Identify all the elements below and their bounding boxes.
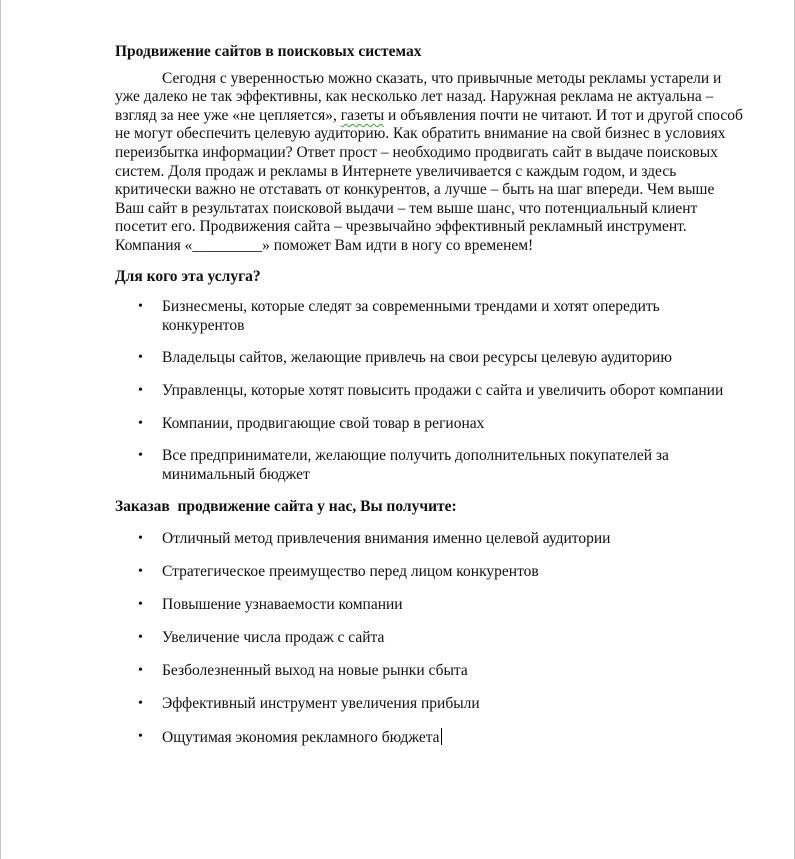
spellcheck-flagged-word[interactable]: газеты xyxy=(340,106,385,124)
bullet-icon: • xyxy=(138,563,143,579)
list-item xyxy=(115,563,745,582)
list-item xyxy=(115,382,745,401)
list-item-text: Отличный метод привлечения внимания именно целевой аудитории xyxy=(162,529,611,547)
benefits-list xyxy=(115,530,745,748)
bullet-icon: • xyxy=(138,695,143,711)
bullet-icon: • xyxy=(138,350,143,366)
list-item xyxy=(115,415,745,434)
list-item xyxy=(115,530,745,549)
list-item-text: Эффективный инструмент увеличения прибыли xyxy=(162,694,480,712)
bullet-icon: • xyxy=(138,662,143,678)
intro-text-part2: и объявления почти не читают. И тот и другой способ не могут обеспечить целевую аудиторию. Как обратить внимание на свой бизнес в условиях переизбытка информации? Ответ прост – необходимо продвигать сайт в выдаче поисковых систем. Доля продаж и рекламы в Интернете увеличивается с каждым годом, и здесь критически важно не отставать от конкурентов, а лучше – быть на шаг впереди. Чем выше Ваш сайт в результатах поисковой выдачи – тем выше шанс, что потенциальный клиент посетит его. Продвижения сайта – чрезвычайно эффективный рекламный инструмент. Компания «_________» поможет Вам идти в ногу со временем! xyxy=(115,106,743,254)
audience-list xyxy=(115,298,745,484)
list-item-text: Стратегическое преимущество перед лицом конкурентов xyxy=(162,562,539,580)
list-item-text: Безболезненный выход на новые рынки сбыта xyxy=(162,661,468,679)
audience-heading: Для кого эта услуга? xyxy=(115,267,261,285)
bullet-icon: • xyxy=(138,728,143,744)
benefits-heading: Заказав продвижение сайта у нас, Вы получите: xyxy=(115,498,457,516)
list-item xyxy=(115,349,745,368)
bullet-icon: • xyxy=(138,530,143,546)
list-item-text: Управленцы, которые хотят повысить продажи с сайта и увеличить оборот компании xyxy=(162,381,724,399)
bullet-icon: • xyxy=(138,382,143,398)
bullet-icon: • xyxy=(138,596,143,612)
list-item-text: Бизнесмены, которые следят за современными трендами и хотят опередить конкурентов xyxy=(162,298,660,334)
intro-paragraph xyxy=(115,70,745,256)
text-cursor xyxy=(441,728,442,745)
bullet-icon: • xyxy=(138,448,143,464)
list-item xyxy=(115,728,745,748)
list-item-text: Увеличение числа продаж с сайта xyxy=(162,628,385,646)
list-item xyxy=(115,695,745,714)
list-item-text: Все предприниматели, желающие получить дополнительных покупателей за минимальный бюджет xyxy=(162,447,669,483)
bullet-icon: • xyxy=(138,415,143,431)
list-item xyxy=(115,298,745,335)
list-item xyxy=(115,662,745,681)
list-item xyxy=(115,596,745,615)
list-item xyxy=(115,447,745,484)
list-item-text: Компании, продвигающие свой товар в регионах xyxy=(162,414,485,432)
list-item-text: Владельцы сайтов, желающие привлечь на свои ресурсы целевую аудиторию xyxy=(162,349,672,367)
bullet-icon: • xyxy=(138,629,143,645)
list-item xyxy=(115,629,745,648)
bullet-icon: • xyxy=(138,299,143,315)
intro-text-part1: Сегодня с уверенностью можно сказать, что привычные методы рекламы устарели и уже далеко не так эффективны, как несколько лет назад. Наружная реклама не актуальна – взгляд за нее уже «не цепляется», xyxy=(115,69,722,124)
list-item-text: Повышение узнаваемости компании xyxy=(162,595,403,613)
list-item-text: Ощутимая экономия рекламного бюджета xyxy=(162,728,440,746)
page-title: Продвижение сайтов в поисковых системах xyxy=(115,43,422,60)
document-body[interactable] xyxy=(115,43,745,762)
